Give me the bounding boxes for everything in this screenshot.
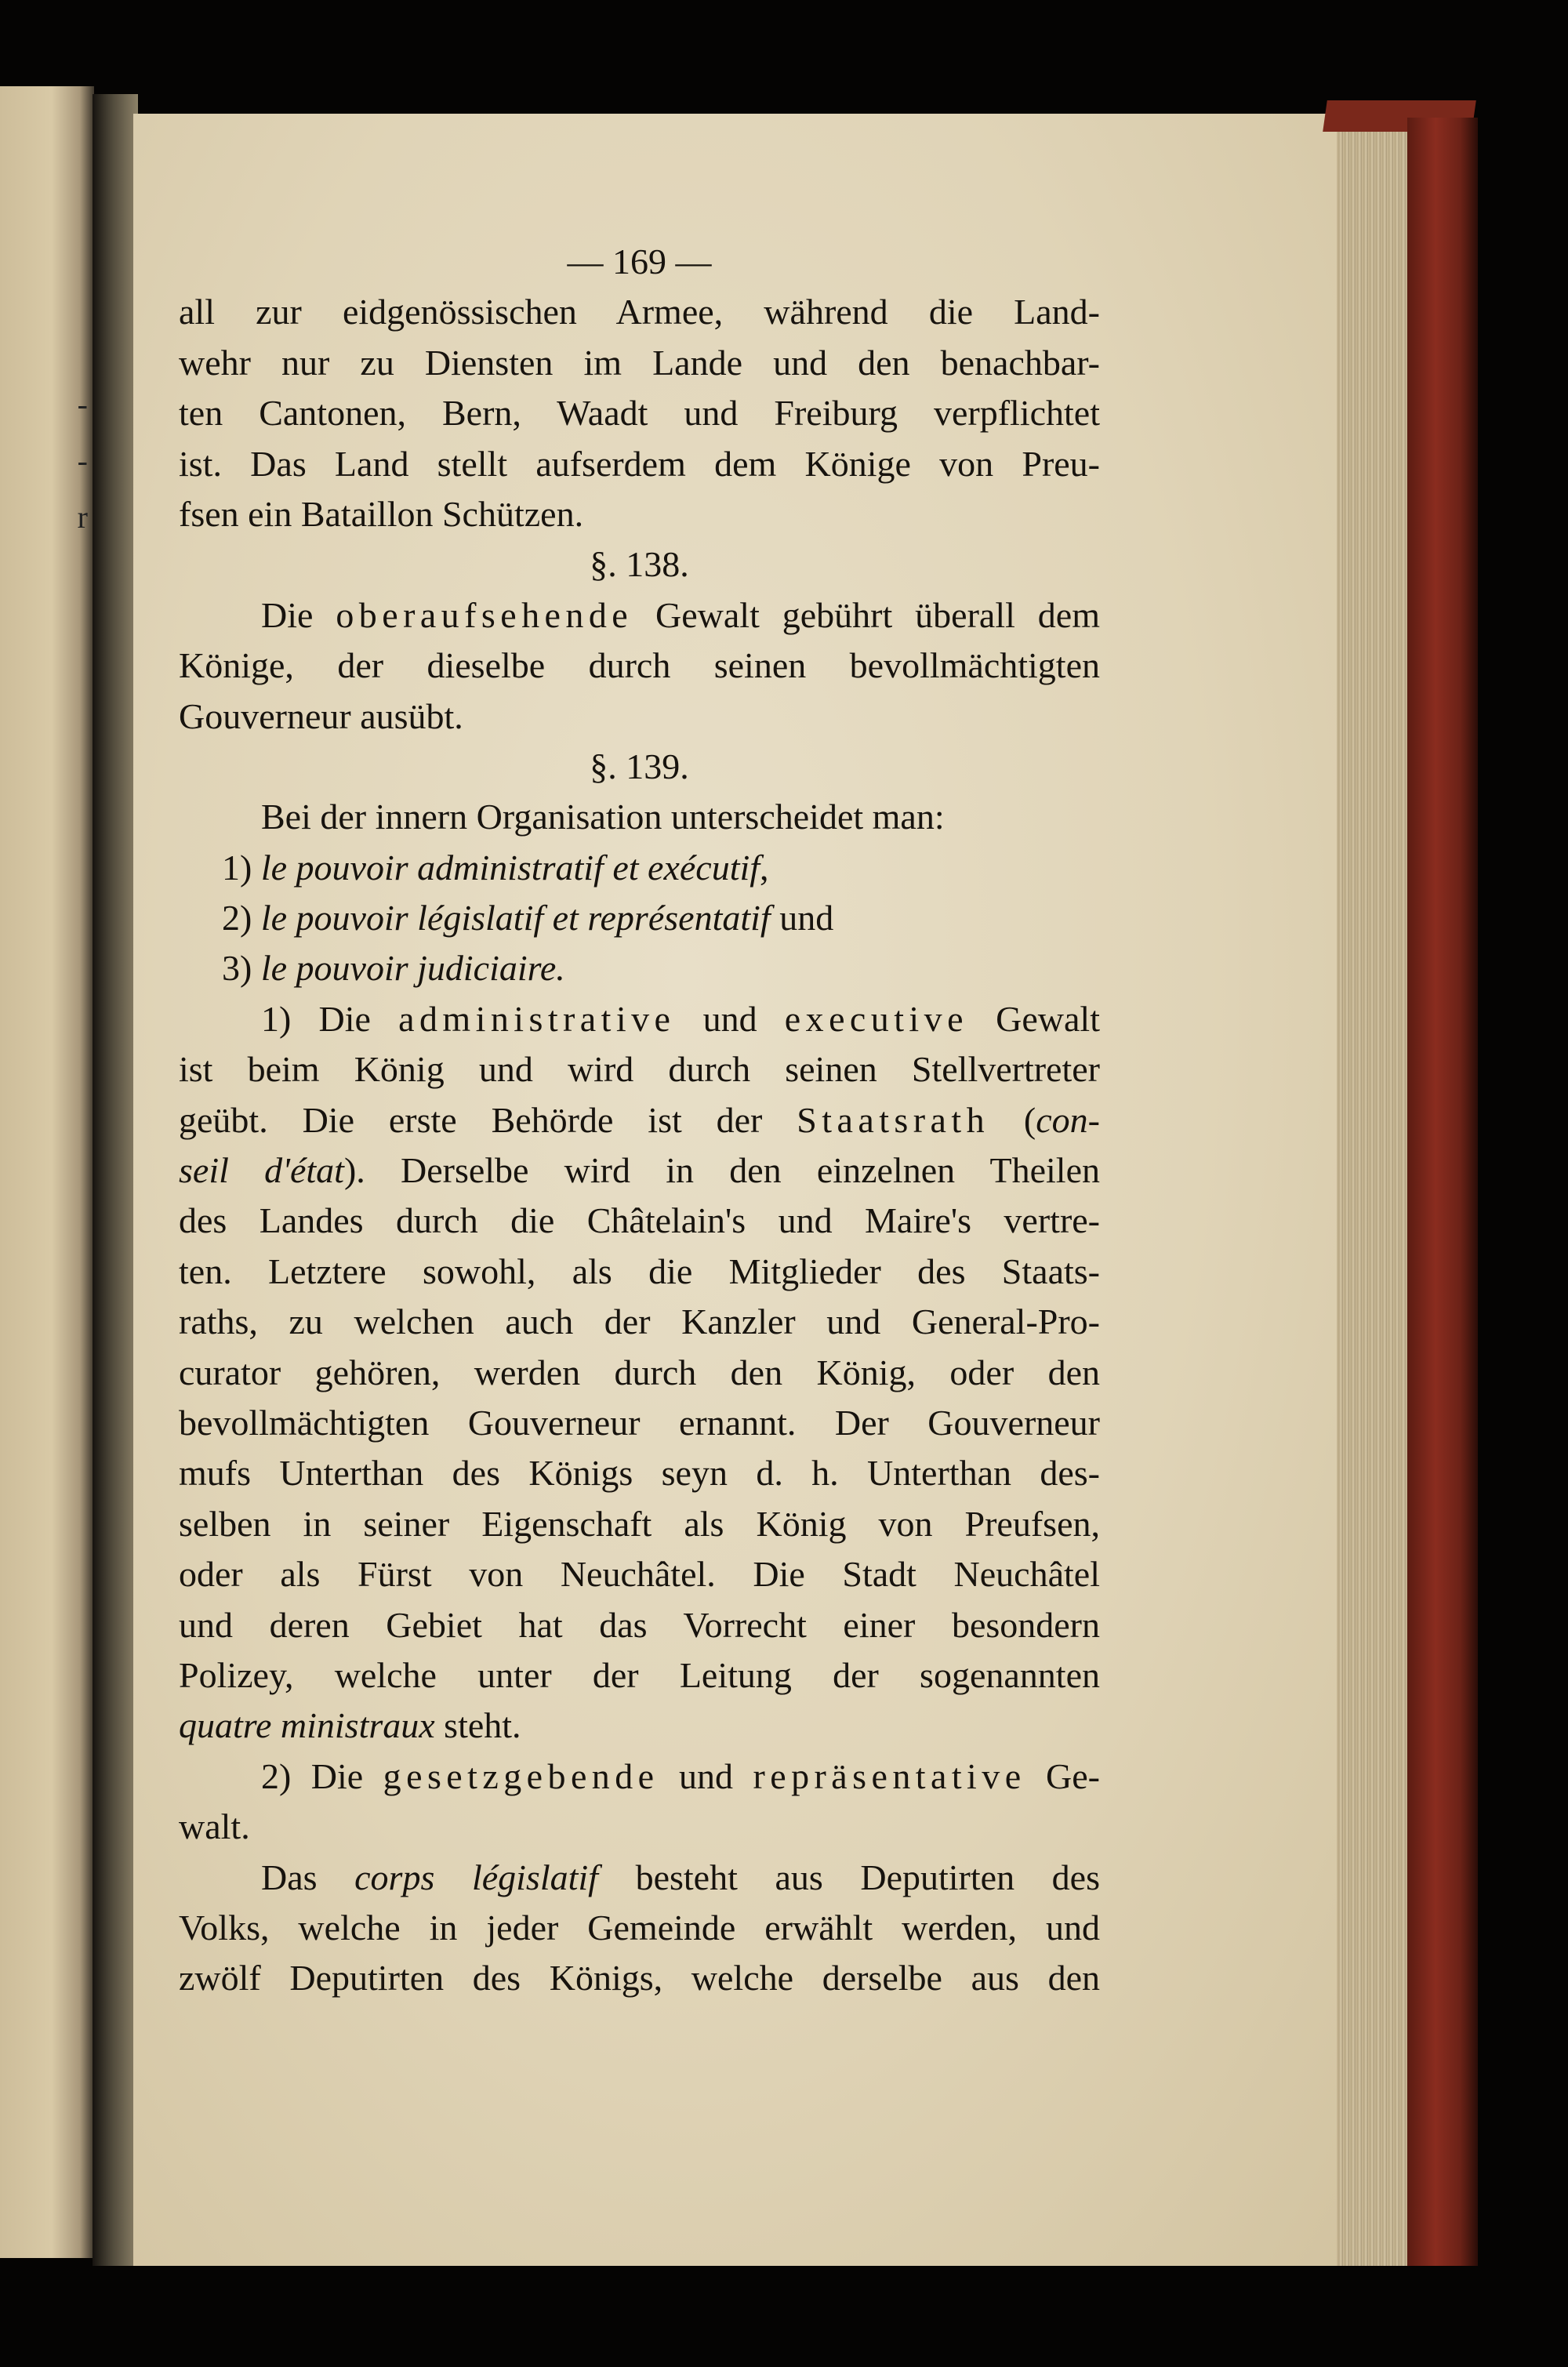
italic-text: con- — [1036, 1099, 1100, 1140]
left-glyph: - — [77, 387, 88, 422]
text-segment: und — [659, 1755, 753, 1796]
book-gutter — [93, 94, 138, 2266]
text-segment: Bei der innern Organisation unterscheidet man: — [261, 797, 945, 837]
text-segment: Die — [261, 594, 336, 635]
text-segment: Volks, welche in jeder Gemeinde erwählt werden, und — [179, 1907, 1100, 1948]
text-line — [179, 943, 1100, 993]
italic-text: seil d'état — [179, 1150, 344, 1191]
text-segment: Das — [261, 1857, 355, 1897]
spaced-text: Staatsrath — [797, 1099, 990, 1140]
text-line — [179, 893, 1100, 943]
text-segment: und — [675, 998, 785, 1039]
text-line — [179, 1853, 1100, 1903]
text-segment: 1) — [222, 847, 261, 888]
text-segment: walt. — [179, 1806, 250, 1847]
text-line — [179, 1802, 1100, 1852]
text-line — [179, 1701, 1100, 1751]
text-line — [179, 1297, 1100, 1347]
text-segment: Gouverneur ausübt. — [179, 695, 463, 736]
text-segment: geübt. Die erste Behörde ist der — [179, 1099, 797, 1140]
italic-text: le pouvoir administratif et exécutif — [260, 847, 760, 888]
text-segment: zwölf Deputirten des Königs, welche derselbe aus den — [179, 1958, 1100, 1999]
page-number: — 169 — — [567, 241, 712, 281]
page-text — [179, 237, 1100, 2004]
text-line — [179, 1499, 1100, 1549]
text-segment: §. 139. — [590, 746, 689, 786]
text-line — [179, 1549, 1100, 1599]
text-line — [179, 338, 1100, 388]
text-line — [179, 489, 1100, 539]
text-segment: selben in seiner Eigenschaft als König von Preufsen, — [179, 1503, 1100, 1544]
text-line — [179, 641, 1100, 691]
text-line — [179, 1196, 1100, 1246]
text-line — [179, 692, 1100, 742]
spaced-text: administrative — [398, 998, 676, 1039]
italic-text: le pouvoir judiciaire. — [260, 948, 565, 989]
text-segment: ist beim König und wird durch seinen Stellvertreter — [179, 1049, 1100, 1090]
text-line — [179, 590, 1100, 641]
text-line — [179, 1247, 1100, 1297]
text-segment: und — [770, 898, 834, 938]
text-line — [179, 287, 1100, 337]
text-segment: wehr nur zu Diensten im Lande und den benachbar- — [179, 342, 1100, 383]
text-line — [179, 1752, 1100, 1802]
text-segment: §. 138. — [590, 544, 689, 585]
text-line — [179, 1903, 1100, 1953]
text-line — [179, 1600, 1100, 1650]
left-page-edge — [0, 86, 94, 2258]
text-segment: Gewalt gebührt überall dem — [633, 594, 1100, 635]
text-segment: 2) Die — [261, 1755, 383, 1796]
text-segment: und deren Gebiet hat das Vorrecht einer besondern — [179, 1604, 1100, 1645]
spaced-text: gesetzgebende — [383, 1755, 659, 1796]
text-segment: Polizey, welche unter der Leitung der sogenannten — [179, 1654, 1100, 1695]
text-line — [179, 742, 1100, 792]
text-segment: 1) Die — [261, 998, 399, 1039]
italic-text: corps législatif — [354, 1857, 598, 1897]
text-segment: mufs Unterthan des Königs seyn d. h. Unterthan des- — [179, 1453, 1100, 1494]
text-line — [179, 792, 1100, 842]
text-segment: 3) — [222, 948, 261, 989]
book-cover-edge — [1407, 118, 1478, 2266]
page-edges — [1337, 114, 1411, 2266]
text-segment: ten. Letztere sowohl, als die Mitglieder des Staats- — [179, 1251, 1100, 1291]
text-line — [179, 1448, 1100, 1498]
text-line — [179, 388, 1100, 438]
left-glyph: r — [77, 499, 88, 535]
text-segment: steht. — [434, 1705, 521, 1746]
text-line — [179, 843, 1100, 893]
text-segment: , — [760, 847, 769, 888]
text-line — [179, 1095, 1100, 1145]
text-segment: des Landes durch die Châtelain's und Maire's vertre- — [179, 1200, 1100, 1241]
text-line — [179, 1953, 1100, 2003]
text-line — [179, 1398, 1100, 1448]
italic-text: quatre ministraux — [179, 1705, 435, 1746]
text-segment: all zur eidgenössischen Armee, während die Land- — [179, 292, 1100, 332]
text-line — [179, 994, 1100, 1044]
text-line — [179, 1145, 1100, 1196]
text-segment: bevollmächtigten Gouverneur ernannt. Der Gouverneur — [179, 1402, 1100, 1443]
text-segment: ten Cantonen, Bern, Waadt und Freiburg verpflichtet — [179, 393, 1100, 434]
text-segment: fsen ein Bataillon Schützen. — [179, 493, 584, 534]
text-line — [179, 1044, 1100, 1095]
text-segment: raths, zu welchen auch der Kanzler und General-Pro- — [179, 1301, 1100, 1342]
text-segment: ist. Das Land stellt aufserdem dem Könige von Preu- — [179, 443, 1100, 484]
italic-text: le pouvoir législatif et représentatif — [260, 898, 771, 938]
text-segment: curator gehören, werden durch den König, oder den — [179, 1352, 1100, 1392]
spaced-text: oberaufsehende — [336, 594, 633, 635]
text-segment: besteht aus Deputirten des — [597, 1857, 1100, 1897]
text-lines — [179, 287, 1100, 2003]
spaced-text: executive — [784, 998, 968, 1039]
left-glyph: - — [77, 443, 88, 478]
text-segment: Ge- — [1025, 1755, 1100, 1796]
text-segment: ). Derselbe wird in den einzelnen Theilen — [343, 1150, 1100, 1191]
text-segment: ( — [989, 1099, 1036, 1140]
text-line — [179, 539, 1100, 590]
left-page-glyphs — [78, 376, 88, 546]
spaced-text: repräsentative — [753, 1755, 1026, 1796]
text-segment: oder als Fürst von Neuchâtel. Die Stadt Neuchâtel — [179, 1554, 1100, 1595]
text-segment: Könige, der dieselbe durch seinen bevollmächtigten — [179, 645, 1100, 686]
text-line — [179, 439, 1100, 489]
text-segment: 2) — [222, 898, 261, 938]
text-segment: Gewalt — [967, 998, 1100, 1039]
text-line — [179, 1650, 1100, 1701]
text-line — [179, 1348, 1100, 1398]
